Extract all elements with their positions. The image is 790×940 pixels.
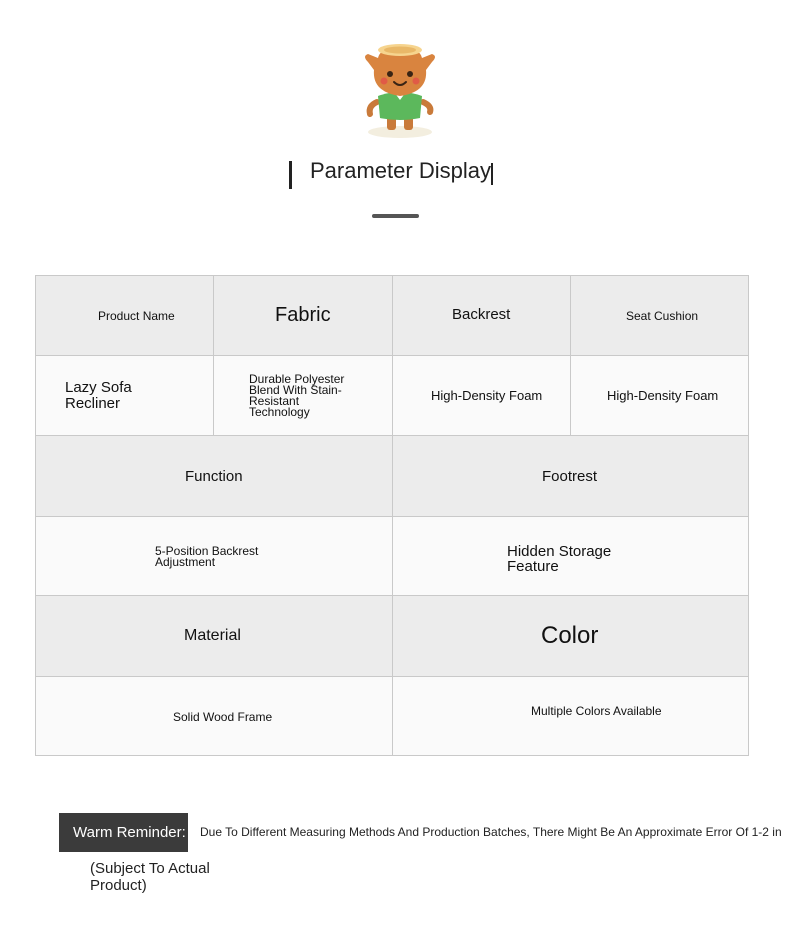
title-cursor (491, 163, 493, 185)
footrest-label: Footrest (542, 467, 598, 485)
table-cell (392, 435, 749, 517)
material-value: Solid Wood Frame (173, 710, 273, 724)
warm-reminder-text: Due To Different Measuring Methods And Production Batches, There Might Be An Approximate Error Of 1-2 in (200, 825, 782, 839)
table-cell (570, 275, 749, 356)
color-label: Color (541, 622, 599, 649)
seat-cushion-label: Seat Cushion (626, 308, 699, 323)
title-divider (372, 214, 419, 218)
table-cell (35, 595, 393, 677)
page-title: Parameter Display (310, 158, 491, 183)
parameter-table (35, 275, 749, 756)
warm-reminder-note: (Subject To Actual Product) (90, 860, 210, 894)
table-cell (392, 676, 749, 756)
product-name-value: Lazy Sofa Recliner (65, 378, 132, 412)
warm-reminder-label: Warm Reminder: (59, 813, 188, 852)
material-label: Material (184, 627, 241, 644)
footrest-value: Hidden Storage Feature (507, 543, 612, 575)
table-cell (392, 595, 749, 677)
table-cell (35, 355, 214, 436)
table-cell (35, 516, 393, 596)
table-cell (392, 355, 571, 436)
function-label: Function (185, 467, 243, 485)
table-cell (35, 275, 214, 356)
mascot-illustration (360, 40, 440, 140)
fabric-value: Durable Polyester Blend With Stain-Resistant Technology (249, 371, 345, 419)
table-cell (35, 676, 393, 756)
seat-cushion-value: High-Density Foam (607, 388, 719, 403)
table-cell (213, 355, 393, 436)
backrest-value: High-Density Foam (431, 388, 543, 403)
table-cell (392, 275, 571, 356)
table-cell (570, 355, 749, 436)
table-cell (213, 275, 393, 356)
table-cell (392, 516, 749, 596)
product-name-label: Product Name (98, 308, 175, 323)
fabric-label: Fabric (275, 304, 331, 326)
color-value: Multiple Colors Available (531, 704, 662, 718)
title-accent-bar (289, 161, 292, 189)
table-cell (35, 435, 393, 517)
function-value: 5-Position Backrest Adjustment (155, 544, 259, 569)
backrest-label: Backrest (452, 306, 511, 323)
